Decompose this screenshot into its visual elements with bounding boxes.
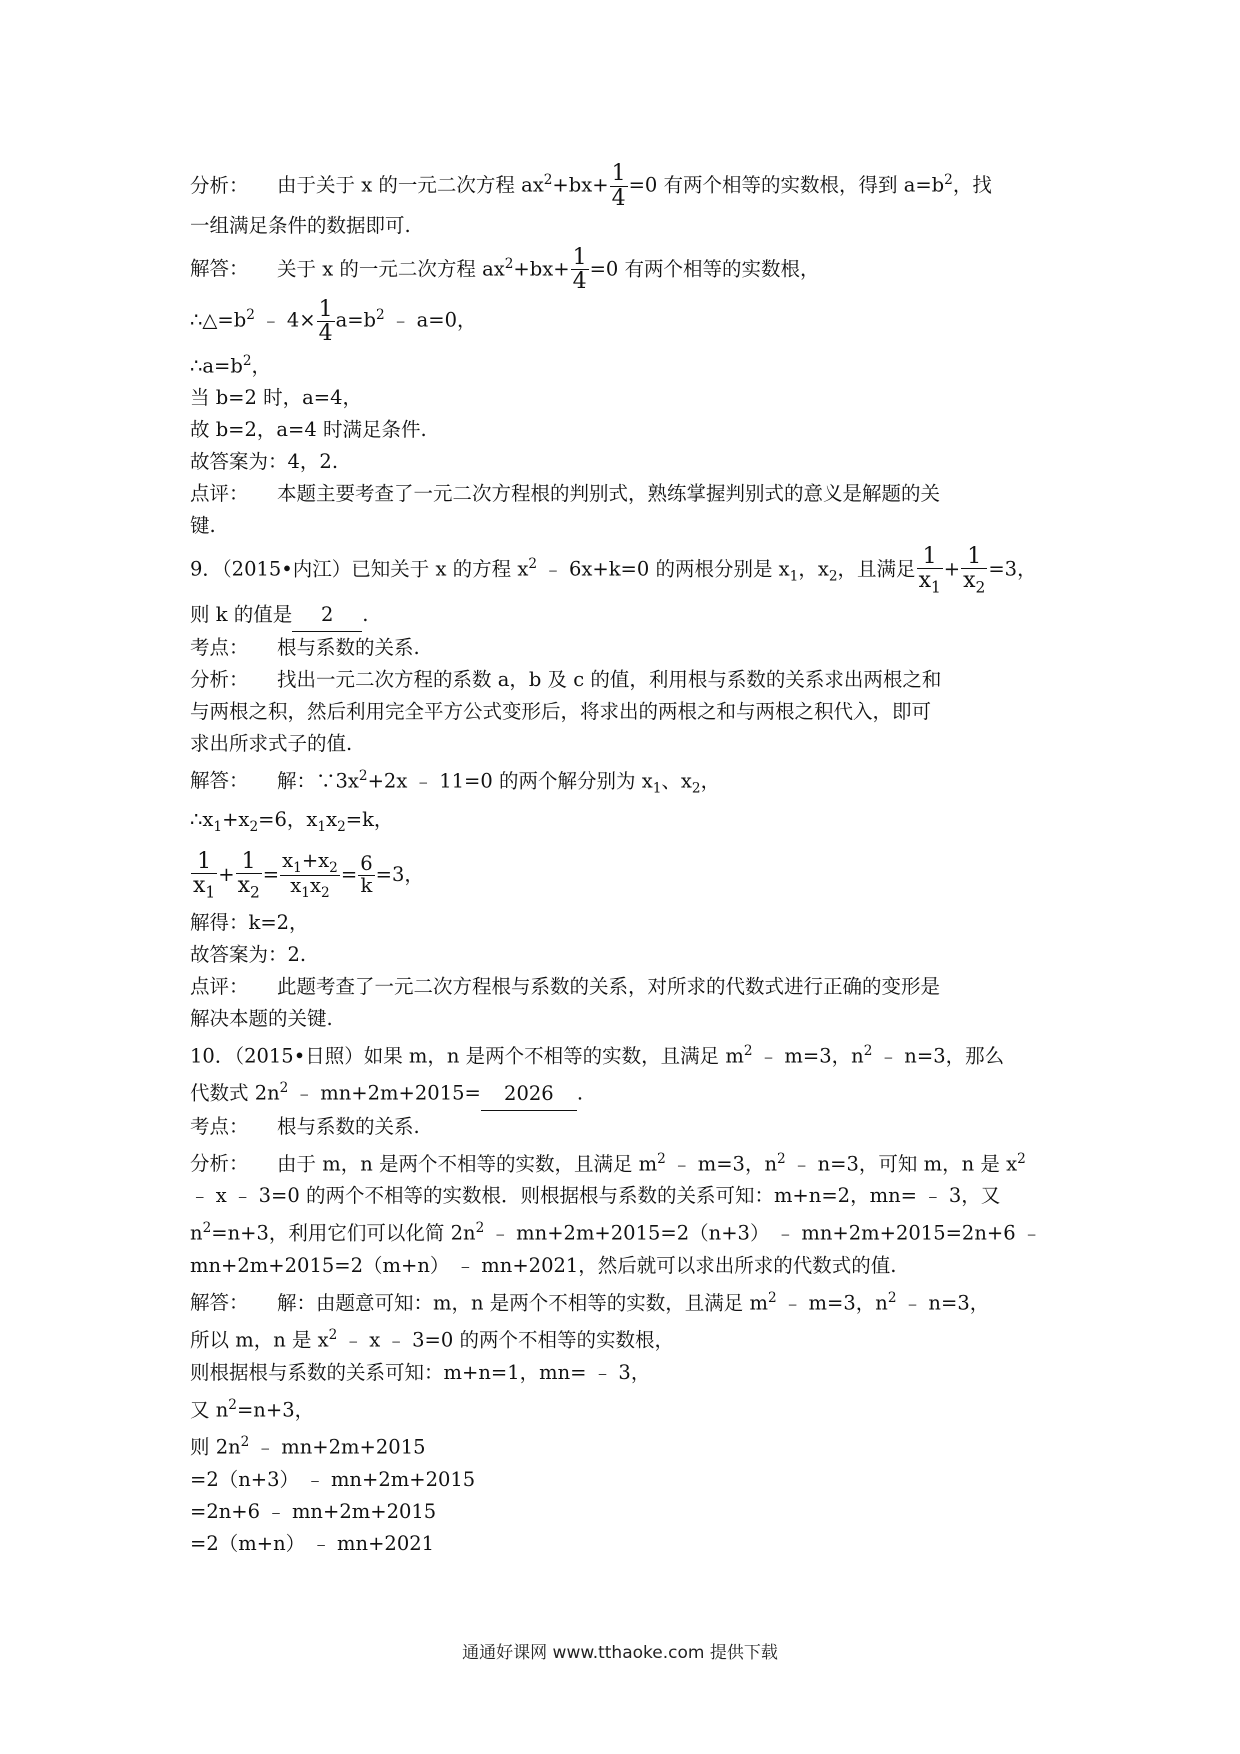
q9-question-line2: 则 k 的值是 2 . xyxy=(190,599,1062,632)
q9-comment-line1: 点评： 此题考查了一元二次方程根与系数的关系，对所求的代数式进行正确的变形是 xyxy=(190,971,1062,1003)
analysis-label: 分析： xyxy=(190,173,249,197)
sec8-comment-line2: 键. xyxy=(190,514,216,538)
q10-question-line1: 10．（2015•日照）如果 m，n 是两个不相等的实数，且满足 $m^2$ ﹣ m=3，$n^2$ ﹣ n=3，那么 xyxy=(190,1042,1005,1068)
fraction-1-over-x2: $\frac{1}{x_2}$ xyxy=(963,543,986,597)
fraction-sum-over-product: $\frac{x_1+x_2}{x_1x_2}$ xyxy=(282,848,338,901)
q9-vieta-line: $\therefore x_1+x_2=6$，$x_1x_2=k$， xyxy=(190,808,394,835)
sec8-answer-line1: 解答： 关于 x 的一元二次方程 $ax^2+bx+$ $\frac{1}{4}$ =0 有两个相等的实数根， xyxy=(190,245,820,295)
fraction-one-quarter: $\frac{1}{4}$ xyxy=(611,161,626,211)
q10-answer-line1: 解答： 解：由题意可知：m，n 是两个不相等的实数，且满足 $m^2$ ﹣ m=3，$n^2$ ﹣ n=3， xyxy=(190,1282,1062,1320)
q10-analysis-line2: ﹣ x ﹣ 3=0 的两个不相等的实数根．则根据根与系数的关系可知：m+n=2，mn= ﹣ 3，又 xyxy=(190,1184,1001,1208)
answer-label: 解答： xyxy=(190,769,249,793)
q9-analysis-line3: 求出所求式子的值. xyxy=(190,731,353,755)
sec8-analysis-line1: 分析： 由于关于 x 的一元二次方程 $ax^2+bx+$ $\frac{1}{4}$ =0 有两个相等的实数根，得到 $a=b^2$，找 xyxy=(190,161,992,211)
comment-label: 点评： xyxy=(190,974,249,998)
q9-answer-blank: 2 xyxy=(292,599,362,632)
q10-answer-line6: =2（n+3） ﹣ mn+2m+2015 xyxy=(190,1467,476,1491)
fraction-one-quarter: $\frac{1}{4}$ xyxy=(572,245,587,295)
page-footer: 通通好课网 www.tthaoke.com 提供下载 xyxy=(462,1643,778,1663)
fraction-1-over-x1: $\frac{1}{x_1}$ xyxy=(193,849,216,902)
comment-label: 点评： xyxy=(190,482,249,506)
q10-topic: 考点： 根与系数的关系. xyxy=(190,1111,1062,1143)
q9-analysis-line1: 分析： 找出一元二次方程的系数 a，b 及 c 的值，利用根与系数的关系求出两根之和 xyxy=(190,664,1062,696)
sec8-line4: 故 b=2，a=4 时满足条件. xyxy=(190,418,427,442)
document-body xyxy=(190,158,1062,1560)
q10-answer-line8: =2（m+n） ﹣ mn+2021 xyxy=(190,1531,435,1555)
sec8-final-answer: 故答案为：4，2. xyxy=(190,450,339,474)
q10-question-line2: 代数式 $2n^2$ ﹣ mn+2m+2015= 2026 . xyxy=(190,1072,1062,1111)
answer-label: 解答： xyxy=(190,257,249,281)
q10-answer-line3: 则根据根与系数的关系可知：m+n=1，mn= ﹣ 3， xyxy=(190,1360,651,1384)
fraction-6-over-k: $\frac{6}{k}$ xyxy=(360,852,373,897)
q9-analysis-line2: 与两根之积，然后利用完全平方公式变形后，将求出的两根之和与两根之积代入，即可 xyxy=(190,699,932,723)
topic-label: 考点： xyxy=(190,635,249,659)
fraction-one-quarter: $\frac{1}{4}$ xyxy=(318,296,333,346)
q10-analysis-line3: $n^2=n+3$，利用它们可以化简 $2n^2$ ﹣ mn+2m+2015=2（n+3） ﹣ mn+2m+2015=2n+6 ﹣ xyxy=(190,1220,1042,1245)
sec8-discriminant-eq: $\therefore\triangle=b^2$ ﹣ 4× $\frac{1}{4}$ $a=b^2$ ﹣ a=0， xyxy=(190,296,477,346)
q9-comment-line2: 解决本题的关键. xyxy=(190,1006,333,1030)
q10-answer-line7: =2n+6 ﹣ mn+2m+2015 xyxy=(190,1499,437,1523)
q10-answer-blank: 2026 xyxy=(481,1078,577,1111)
sec8-comment-line1: 点评： 本题主要考查了一元二次方程根的判别式，熟练掌握判别式的意义是解题的关 xyxy=(190,478,1062,510)
q9-fraction-equation: $\frac{1}{x_1}$ + $\frac{1}{x_2}$ = $\frac{x_1+x_2}{x_1x_2}$ = $\frac{6}{k}$ =3， xyxy=(193,848,424,902)
q9-question-line1: 9．（2015•内江）已知关于 x 的方程 $x^2$ ﹣ 6x+k=0 的两根分别是 $x_1$，$x_2$，且满足 $\frac{1}{x_1}$ + $\frac{1}{x_2}$ =3， xyxy=(190,543,1037,597)
q10-analysis-line4: mn+2m+2015=2（m+n） ﹣ mn+2021，然后就可以求出所求的代数式的值. xyxy=(190,1253,897,1277)
fraction-1-over-x2: $\frac{1}{x_2}$ xyxy=(237,849,260,902)
q10-answer-line2: 所以 m，n 是 $x^2$ ﹣ x ﹣ 3=0 的两个不相等的实数根， xyxy=(190,1327,674,1352)
fraction-1-over-x1: $\frac{1}{x_1}$ xyxy=(918,543,941,597)
sec8-line3: 当 b=2 时，a=4， xyxy=(190,386,362,410)
sec8-eq2: $\therefore a=b^2$， xyxy=(190,352,272,378)
q10-answer-line5: 则 $2n^2$ ﹣ mn+2m+2015 xyxy=(190,1434,426,1459)
q10-answer-line4: 又 $n^2=n+3$， xyxy=(190,1396,315,1422)
q10-analysis-line1: 分析： 由于 m，n 是两个不相等的实数，且满足 $m^2$ ﹣ m=3，$n^2$ ﹣ n=3，可知 m，n 是 $x^2$ xyxy=(190,1143,1062,1181)
analysis-label: 分析： xyxy=(190,1152,249,1176)
topic-label: 考点： xyxy=(190,1114,249,1138)
q9-topic: 考点： 根与系数的关系. xyxy=(190,632,1062,664)
q9-final-answer: 故答案为：2. xyxy=(190,942,307,966)
sec8-analysis-line2: 一组满足条件的数据即可. xyxy=(190,213,411,237)
q9-solve: 解得：k=2， xyxy=(190,910,309,934)
analysis-label: 分析： xyxy=(190,667,249,691)
q9-answer-line1: 解答： 解：$\because 3x^2+2x$ ﹣ 11=0 的两个解分别为 $x_1$、$x_2$， xyxy=(190,760,1062,804)
answer-label: 解答： xyxy=(190,1291,249,1315)
